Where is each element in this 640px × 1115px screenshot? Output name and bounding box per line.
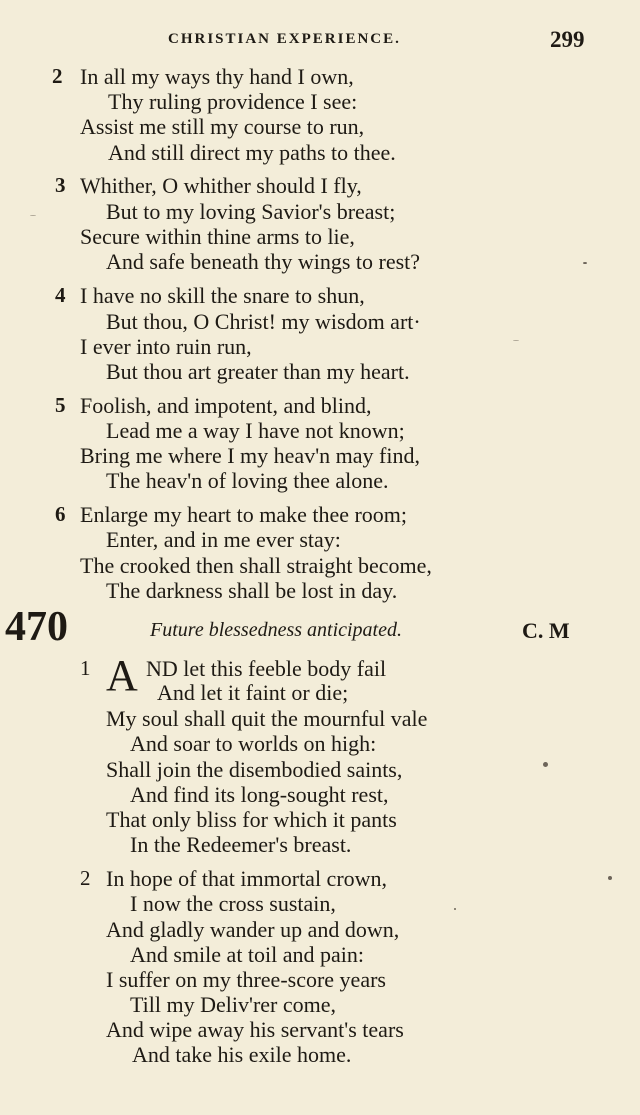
verse-line: Shall join the disembodied saints, — [106, 757, 403, 782]
stanza-number: 3 — [55, 173, 66, 197]
verse-line: And take his exile home. — [132, 1042, 352, 1067]
print-speck — [513, 340, 519, 341]
verse-line: Bring me where I my heav'n may find, — [80, 443, 420, 468]
verse-line: I have no skill the snare to shun, — [80, 283, 365, 308]
drop-cap: A — [106, 651, 138, 700]
verse-line: Assist me still my course to run, — [80, 114, 365, 139]
verse-line: And safe beneath thy wings to rest? — [106, 249, 421, 274]
verse-line: And soar to worlds on high: — [130, 731, 377, 756]
hymn-title: Future blessedness anticipated. — [150, 619, 402, 641]
verse-line: And smile at toil and pain: — [130, 942, 365, 967]
verse-line: Foolish, and impotent, and blind, — [80, 393, 372, 418]
verse-line: Enlarge my heart to make thee room; — [80, 502, 408, 527]
verse-line: But thou art greater than my heart. — [106, 359, 410, 384]
print-speck — [30, 215, 36, 216]
verse-line: The heav'n of loving thee alone. — [106, 468, 389, 493]
verse-line: I suffer on my three-score years — [106, 967, 386, 992]
running-title: CHRISTIAN EXPERIENCE. — [168, 31, 401, 47]
verse-line: The crooked then shall straight become, — [80, 553, 432, 578]
verse-line: And wipe away his servant's tears — [106, 1017, 404, 1042]
print-speck — [454, 908, 456, 910]
verse-line: In hope of that immortal crown, — [106, 866, 388, 891]
stanza-number: 2 — [52, 64, 63, 88]
print-speck — [608, 876, 612, 880]
verse-line: And still direct my paths to thee. — [108, 140, 396, 165]
stanza-number: 5 — [55, 393, 66, 417]
verse-line: The darkness shall be lost in day. — [106, 578, 398, 603]
verse-line: Lead me a way I have not known; — [106, 418, 405, 443]
verse-line: Whither, O whither should I fly, — [80, 173, 362, 198]
verse-line: But to my loving Savior's breast; — [106, 199, 396, 224]
verse-line: But thou, O Christ! my wisdom art· — [106, 309, 421, 334]
page-number: 299 — [550, 27, 585, 52]
stanza-number: 6 — [55, 502, 66, 526]
verse-line: Thy ruling providence I see: — [108, 89, 358, 114]
verse-line: In the Redeemer's breast. — [130, 832, 352, 857]
verse-line: My soul shall quit the mournful vale — [106, 706, 428, 731]
verse-line: And let it faint or die; — [157, 680, 349, 705]
hymn-number: 470 — [5, 604, 68, 650]
verse-line: And gladly wander up and down, — [106, 917, 400, 942]
print-speck — [583, 262, 587, 264]
stanza-number: 4 — [55, 283, 66, 307]
stanza-number: 2 — [80, 866, 91, 890]
print-speck — [543, 762, 548, 767]
verse-line: Till my Deliv'rer come, — [130, 992, 337, 1017]
verse-line: ND let this feeble body fail — [146, 656, 387, 681]
verse-line: And find its long-sought rest, — [130, 782, 389, 807]
verse-line: Secure within thine arms to lie, — [80, 224, 355, 249]
verse-line: In all my ways thy hand I own, — [80, 64, 354, 89]
hymn-meter: C. M — [522, 618, 570, 643]
verse-line: That only bliss for which it pants — [106, 807, 397, 832]
stanza-number: 1 — [80, 656, 91, 680]
verse-line: I ever into ruin run, — [80, 334, 252, 359]
verse-line: Enter, and in me ever stay: — [106, 527, 341, 552]
verse-line: I now the cross sustain, — [130, 891, 336, 916]
